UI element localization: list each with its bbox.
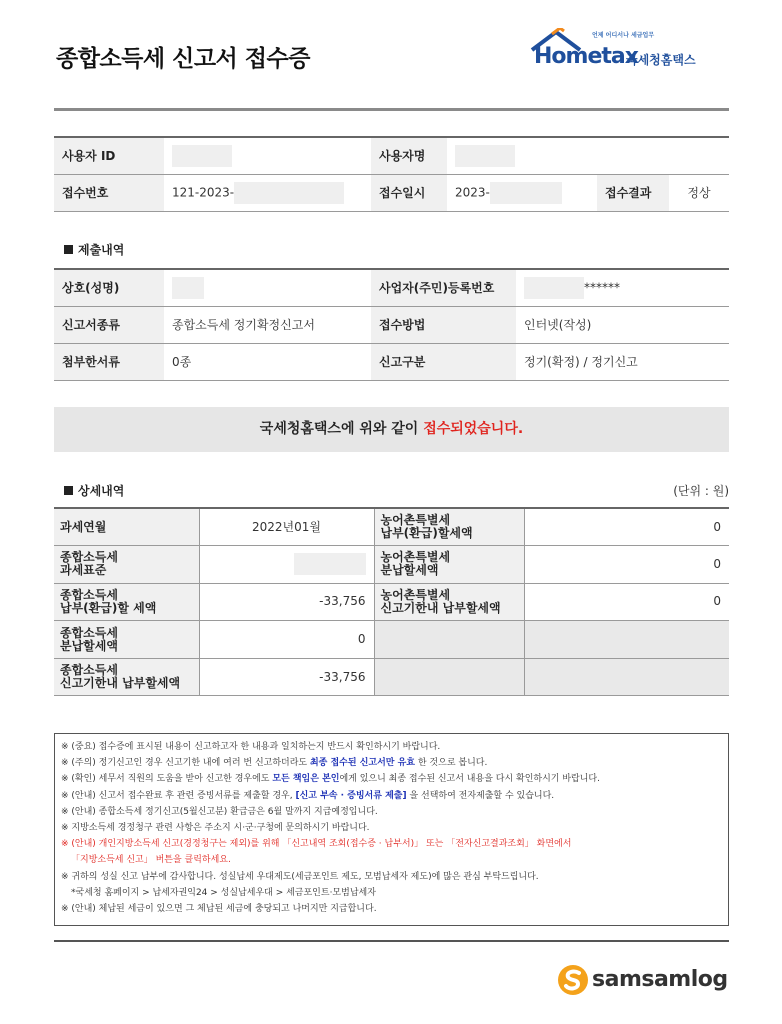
category-value: 정기(확정) / 정기신고 bbox=[516, 343, 729, 380]
attach-label: 첨부한서류 bbox=[54, 343, 164, 380]
notice-line bbox=[61, 755, 722, 771]
trade-name-value bbox=[164, 269, 371, 306]
detail-value: 0 bbox=[524, 583, 729, 621]
samsamlog-logo bbox=[556, 963, 726, 999]
table-row bbox=[54, 546, 729, 584]
receipt-no-value: 121-2023- bbox=[172, 185, 235, 199]
logo-tagline: 언제 어디서나 세금업무 bbox=[592, 32, 655, 39]
logo-wordmark: Hometax bbox=[534, 44, 638, 69]
form-type-label: 신고서종류 bbox=[54, 306, 164, 343]
notice-line: 「지방소득세 신고」 버튼을 클릭하세요. bbox=[71, 855, 231, 866]
submission-heading-text: 제출내역 bbox=[78, 243, 125, 257]
receipt-no-cell bbox=[164, 174, 371, 211]
empty-cell bbox=[524, 621, 729, 659]
table-row bbox=[54, 174, 729, 211]
result-label: 접수결과 bbox=[597, 174, 669, 211]
reg-no-value: ****** bbox=[584, 280, 620, 295]
notice-line: ※ (안내) 종합소득세 정기신고(5월신고분) 환급금은 6월 말까지 지급예정입니다. bbox=[61, 806, 378, 817]
detail-label bbox=[54, 583, 199, 621]
detail-label bbox=[54, 658, 199, 696]
method-label: 접수방법 bbox=[371, 306, 516, 343]
label-line: 분납할세액 bbox=[380, 563, 439, 578]
bullet-square-icon bbox=[64, 486, 73, 495]
detail-table bbox=[54, 507, 729, 696]
user-name-value bbox=[447, 137, 729, 174]
confirmation-banner bbox=[54, 407, 729, 452]
receipt-date-label: 접수일시 bbox=[371, 174, 447, 211]
detail-label bbox=[54, 546, 199, 584]
detail-value: -33,756 bbox=[199, 583, 374, 621]
label-line: 신고기한내 납부할세액 bbox=[380, 600, 501, 615]
user-id-value bbox=[164, 137, 371, 174]
page-title: 종합소득세 신고서 접수증 bbox=[56, 46, 310, 72]
notice-line: ※ (중요) 접수증에 표시된 내용이 신고하고자 한 내용과 일치하는지 반드시 확인하시기 바랍니다. bbox=[61, 742, 441, 752]
notice-text: ※ (주의) 정기신고인 경우 신고기한 내에 여러 번 신고하더라도 bbox=[61, 758, 310, 769]
table-row bbox=[54, 583, 729, 621]
submission-table bbox=[54, 268, 729, 381]
detail-heading bbox=[64, 482, 124, 499]
notice-line: ※ (안내) 체납된 세금이 있으면 그 체납된 세금에 충당되고 나머지만 지급합니다. bbox=[61, 904, 377, 915]
notice-line: ※ 귀하의 성실 신고 납부에 감사합니다. 성실납세 우대제도(세금포인트 제도, 모범납세자 제도)에 많은 관심 부탁드립니다. bbox=[61, 871, 539, 882]
label-line: 종합소득세 bbox=[60, 587, 118, 602]
category-label: 신고구분 bbox=[371, 343, 516, 380]
notice-line bbox=[61, 771, 722, 787]
table-row bbox=[54, 658, 729, 696]
detail-value: 0 bbox=[524, 546, 729, 584]
detail-value: -33,756 bbox=[199, 658, 374, 696]
detail-value: 2022년01월 bbox=[199, 508, 374, 546]
masked-value bbox=[234, 182, 344, 204]
label-line: 납부(환급)할 세액 bbox=[60, 600, 157, 615]
notice-line: ※ (안내) 개인지방소득세 신고(경정청구는 제외)를 위해 「신고내역 조회(접수증 · 납부서)」 또는 「전자신고결과조회」 화면에서 bbox=[61, 839, 572, 850]
label-line: 과세연월 bbox=[60, 519, 107, 534]
empty-cell bbox=[374, 658, 524, 696]
receipt-no-label: 접수번호 bbox=[54, 174, 164, 211]
user-info-table bbox=[54, 136, 729, 212]
table-row bbox=[54, 269, 729, 306]
table-row bbox=[54, 343, 729, 380]
notice-text: ※ (확인) 세무서 직원의 도움을 받아 신고한 경우에도 bbox=[61, 774, 273, 785]
notice-line: ※ 지방소득세 경정청구 관련 사항은 주소지 시·군·구청에 문의하시기 바랍니다. bbox=[61, 823, 370, 834]
notice-text: 한 것으로 봅니다. bbox=[415, 758, 488, 769]
hometax-logo bbox=[530, 28, 730, 78]
notice-text: ※ (안내) 신고서 접수완료 후 관련 증빙서류를 제출할 경우, bbox=[61, 790, 296, 801]
detail-label bbox=[374, 508, 524, 546]
logo-korean: 국세청홈택스 bbox=[626, 53, 696, 67]
label-line: 농어촌특별세 bbox=[380, 550, 451, 565]
receipt-date-cell bbox=[447, 174, 597, 211]
bullet-square-icon bbox=[64, 245, 73, 254]
table-row bbox=[54, 306, 729, 343]
label-line: 농어촌특별세 bbox=[380, 587, 451, 602]
bottom-divider bbox=[54, 940, 729, 942]
notice-text: 에게 있으니 최종 접수된 신고서 내용을 다시 확인하시기 바랍니다. bbox=[339, 774, 600, 785]
notice-text: 을 선택하여 전자제출할 수 있습니다. bbox=[406, 790, 555, 801]
label-line: 신고기한내 납부할세액 bbox=[60, 676, 181, 691]
trade-name-label: 상호(성명) bbox=[54, 269, 164, 306]
notice-emphasis: [신고 부속 · 증빙서류 제출] bbox=[295, 790, 407, 801]
notice-line bbox=[61, 788, 722, 804]
result-value: 정상 bbox=[669, 174, 729, 211]
label-line: 농어촌특별세 bbox=[380, 513, 451, 528]
table-row bbox=[54, 508, 729, 546]
masked-value bbox=[455, 145, 515, 167]
masked-value bbox=[294, 553, 366, 575]
notice-emphasis: 모든 책임은 본인 bbox=[272, 774, 340, 785]
label-line: 분납할세액 bbox=[60, 638, 118, 653]
detail-label bbox=[374, 546, 524, 584]
label-line: 종합소득세 bbox=[60, 550, 118, 565]
reg-no-label: 사업자(주민)등록번호 bbox=[371, 269, 516, 306]
masked-value bbox=[172, 145, 232, 167]
user-id-label: 사용자 ID bbox=[54, 137, 164, 174]
notice-emphasis: 최종 접수된 신고서만 유효 bbox=[309, 758, 416, 769]
table-row bbox=[54, 137, 729, 174]
top-divider bbox=[54, 108, 729, 111]
label-line: 종합소득세 bbox=[60, 663, 118, 678]
unit-label: (단위 : 원) bbox=[673, 484, 729, 498]
receipt-date-value: 2023- bbox=[455, 185, 490, 199]
samsamlog-icon bbox=[556, 963, 590, 997]
detail-label bbox=[54, 508, 199, 546]
user-name-label: 사용자명 bbox=[371, 137, 447, 174]
table-row bbox=[54, 621, 729, 659]
notice-box bbox=[54, 733, 729, 926]
attach-value: 0종 bbox=[164, 343, 371, 380]
method-value: 인터넷(작성) bbox=[516, 306, 729, 343]
footer-brand: samsamlog bbox=[592, 967, 728, 992]
detail-value: 0 bbox=[199, 621, 374, 659]
notice-line: *국세청 홈페이지 > 납세자권익24 > 성실납세우대 > 세금포인트·모범납세자 bbox=[71, 887, 376, 898]
empty-cell bbox=[374, 621, 524, 659]
submission-heading bbox=[64, 241, 124, 258]
banner-highlight: 접수되었습니다. bbox=[423, 421, 524, 437]
reg-no-cell bbox=[516, 269, 729, 306]
label-line: 납부(환급)할세액 bbox=[380, 526, 473, 541]
masked-value bbox=[490, 182, 562, 204]
masked-value bbox=[172, 277, 204, 299]
form-type-value: 종합소득세 정기확정신고서 bbox=[164, 306, 371, 343]
masked-value bbox=[524, 277, 584, 299]
banner-text: 국세청홈택스에 위와 같이 bbox=[259, 421, 424, 437]
detail-heading-text: 상세내역 bbox=[78, 484, 125, 498]
detail-label bbox=[374, 583, 524, 621]
label-line: 과세표준 bbox=[60, 563, 107, 578]
label-line: 종합소득세 bbox=[60, 625, 118, 640]
empty-cell bbox=[524, 658, 729, 696]
detail-label bbox=[54, 621, 199, 659]
detail-value bbox=[199, 546, 374, 584]
detail-value: 0 bbox=[524, 508, 729, 546]
